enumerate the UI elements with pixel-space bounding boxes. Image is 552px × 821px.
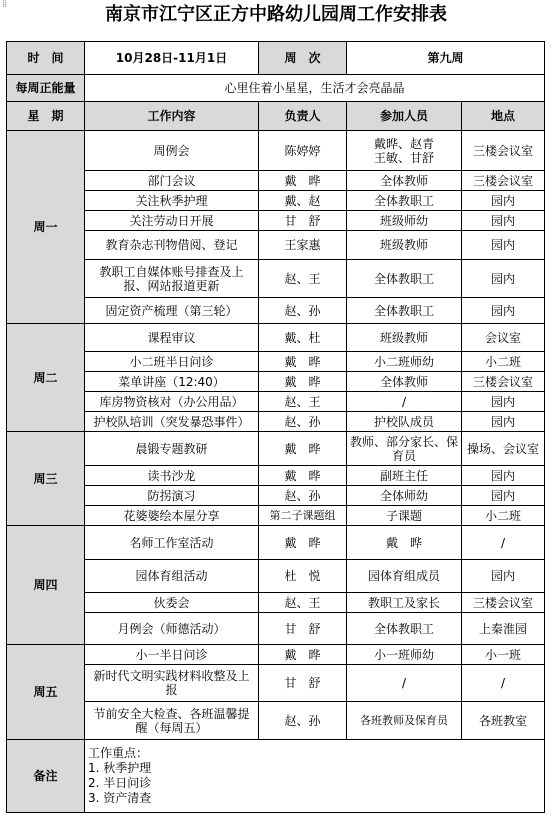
task-cell: 部门会议 [85, 171, 259, 191]
table-row [7, 526, 545, 560]
place-cell: 三楼会议室 [462, 372, 545, 392]
owner-cell: 戴 晔 [259, 171, 347, 191]
table-row [7, 392, 545, 412]
notes-row [7, 740, 545, 813]
day-label-fri: 周五 [7, 645, 85, 740]
task-cell: 周例会 [85, 131, 259, 171]
table-row [7, 702, 545, 740]
table-row [7, 171, 545, 191]
task-cell: 节前安全大检查、各班温馨提醒（每周五） [85, 702, 259, 740]
place-cell: 园内 [462, 412, 545, 432]
owner-cell: 陈婷婷 [259, 131, 347, 171]
participants-cell: 各班教师及保育员 [347, 702, 462, 740]
place-cell: 园内 [462, 231, 545, 260]
table-row [7, 560, 545, 593]
column-header-participants: 参加人员 [347, 102, 462, 131]
task-cell: 园体育组活动 [85, 560, 259, 593]
participants-cell: 全体师幼 [347, 486, 462, 506]
place-cell: 园内 [462, 260, 545, 298]
column-header-place: 地点 [462, 102, 545, 131]
owner-cell: 戴 晔 [259, 645, 347, 665]
task-cell: 防拐演习 [85, 486, 259, 506]
table-row [7, 260, 545, 298]
table-row [7, 352, 545, 372]
task-cell: 固定资产梳理（第三轮） [85, 298, 259, 324]
table-row [7, 131, 545, 171]
column-header-day: 星 期 [7, 102, 85, 131]
place-cell: / [462, 526, 545, 560]
task-cell: 新时代文明实践材料收整及上报 [85, 665, 259, 702]
task-cell: 关注秋季护理 [85, 191, 259, 211]
table-row [7, 466, 545, 486]
table-row [7, 324, 545, 352]
page-title: 南京市江宁区正方中路幼儿园周工作安排表 [105, 4, 447, 25]
place-cell: 三楼会议室 [462, 171, 545, 191]
participants-cell: 全体教职工 [347, 191, 462, 211]
participants-cell: 班级师幼 [347, 211, 462, 231]
table-row [7, 613, 545, 645]
task-cell: 小二班半日问诊 [85, 352, 259, 372]
task-cell: 晨锻专题教研 [85, 432, 259, 466]
day-label-tue: 周二 [7, 324, 85, 432]
task-cell: 花婆婆绘本屋分享 [85, 506, 259, 526]
table-row [7, 191, 545, 211]
owner-cell: 甘 舒 [259, 211, 347, 231]
place-cell: 上秦淮园 [462, 613, 545, 645]
owner-cell: 赵、王 [259, 593, 347, 613]
table-row [7, 593, 545, 613]
table-row [7, 231, 545, 260]
participants-cell: 园体育组成员 [347, 560, 462, 593]
place-cell: 三楼会议室 [462, 593, 545, 613]
notes-item: 1. 秋季护理 [88, 761, 152, 775]
owner-cell: 赵、王 [259, 392, 347, 412]
task-cell: 读书沙龙 [85, 466, 259, 486]
owner-cell: 赵、孙 [259, 412, 347, 432]
week-value: 第九周 [347, 42, 545, 75]
place-cell: 园内 [462, 211, 545, 231]
table-row [7, 506, 545, 526]
place-cell: / [462, 665, 545, 702]
owner-cell: 戴 晔 [259, 372, 347, 392]
place-cell: 园内 [462, 486, 545, 506]
table-row [7, 665, 545, 702]
participants-cell: 全体教职工 [347, 613, 462, 645]
table-row [7, 486, 545, 506]
place-cell: 小一班 [462, 645, 545, 665]
participants-cell: 教职工及家长 [347, 593, 462, 613]
owner-cell: 戴、赵 [259, 191, 347, 211]
place-cell: 操场、会议室 [462, 432, 545, 466]
place-cell: 三楼会议室 [462, 131, 545, 171]
task-cell: 月例会（师德活动） [85, 613, 259, 645]
task-cell: 伙委会 [85, 593, 259, 613]
place-cell: 小二班 [462, 506, 545, 526]
table-row [7, 645, 545, 665]
task-cell: 课程审议 [85, 324, 259, 352]
place-cell: 小二班 [462, 352, 545, 372]
participants-cell: 副班主任 [347, 466, 462, 486]
place-cell: 园内 [462, 191, 545, 211]
owner-cell: 赵、王 [259, 260, 347, 298]
owner-cell: 甘 舒 [259, 613, 347, 645]
owner-cell: 杜 悦 [259, 560, 347, 593]
weekly-focus-row [7, 75, 545, 102]
header-row [7, 42, 545, 75]
place-cell: 会议室 [462, 324, 545, 352]
owner-cell: 戴 晔 [259, 352, 347, 372]
column-header-row [7, 102, 545, 131]
owner-cell: 第二子课题组 [259, 506, 347, 526]
table-row [7, 372, 545, 392]
task-cell: 护校队培训（突发暴恐事件） [85, 412, 259, 432]
task-cell: 菜单讲座（12:40） [85, 372, 259, 392]
table-row [7, 211, 545, 231]
column-header-task: 工作内容 [85, 102, 259, 131]
participants-cell: 教师、部分家长、保育员 [347, 432, 462, 466]
column-header-owner: 负责人 [259, 102, 347, 131]
schedule-table [6, 41, 545, 813]
owner-cell: 戴 晔 [259, 466, 347, 486]
task-cell: 库房物资核对（办公用品） [85, 392, 259, 412]
day-label-mon: 周一 [7, 131, 85, 324]
owner-cell: 戴 晔 [259, 526, 347, 560]
task-cell: 小一半日问诊 [85, 645, 259, 665]
place-cell: 各班教室 [462, 702, 545, 740]
weekly-focus-text: 心里住着小星星，生活才会亮晶晶 [85, 75, 545, 102]
owner-cell: 赵、孙 [259, 486, 347, 506]
participants-cell: 班级教师 [347, 231, 462, 260]
owner-cell: 赵、孙 [259, 298, 347, 324]
notes-title: 工作重点： [88, 746, 149, 760]
time-label: 时 间 [7, 42, 85, 75]
participants-cell: 全体教师 [347, 372, 462, 392]
participants-cell: 全体教师 [347, 171, 462, 191]
place-cell: 园内 [462, 560, 545, 593]
weekly-focus-label: 每周正能量 [7, 75, 85, 102]
task-cell: 教职工自媒体账号排查及上报、网站报道更新 [85, 260, 259, 298]
notes-label: 备注 [7, 740, 85, 813]
drag-handle-icon[interactable]: ⁞⁞ [2, 0, 7, 10]
participants-cell: 戴 晔 [347, 526, 462, 560]
notes-item: 2. 半日问诊 [88, 776, 152, 790]
task-cell: 名师工作室活动 [85, 526, 259, 560]
owner-cell: 赵、孙 [259, 702, 347, 740]
week-label: 周 次 [259, 42, 347, 75]
owner-cell: 甘 舒 [259, 665, 347, 702]
participants-cell: 小一班师幼 [347, 645, 462, 665]
participants-cell: 班级教师 [347, 324, 462, 352]
participants-cell: 小二班师幼 [347, 352, 462, 372]
owner-cell: 戴、杜 [259, 324, 347, 352]
participants-cell: 全体教职工 [347, 260, 462, 298]
date-range: 10月28日-11月1日 [85, 42, 259, 75]
owner-cell: 王家惠 [259, 231, 347, 260]
task-cell: 教育杂志刊物借阅、登记 [85, 231, 259, 260]
day-label-wed: 周三 [7, 432, 85, 526]
owner-cell: 戴 晔 [259, 432, 347, 466]
participants-cell: 护校队成员 [347, 412, 462, 432]
table-row [7, 412, 545, 432]
notes-content [85, 740, 545, 813]
participants-cell: 子课题 [347, 506, 462, 526]
task-cell: 关注劳动日开展 [85, 211, 259, 231]
table-row [7, 432, 545, 466]
participants-cell: 戴晔、赵青 王敏、甘舒 [347, 131, 462, 171]
place-cell: 园内 [462, 466, 545, 486]
table-row [7, 298, 545, 324]
participants-cell: / [347, 392, 462, 412]
place-cell: 园内 [462, 298, 545, 324]
participants-cell: / [347, 665, 462, 702]
place-cell: 园内 [462, 392, 545, 412]
day-label-thu: 周四 [7, 526, 85, 645]
participants-cell: 全体教职工 [347, 298, 462, 324]
notes-item: 3. 资产清查 [88, 791, 152, 805]
